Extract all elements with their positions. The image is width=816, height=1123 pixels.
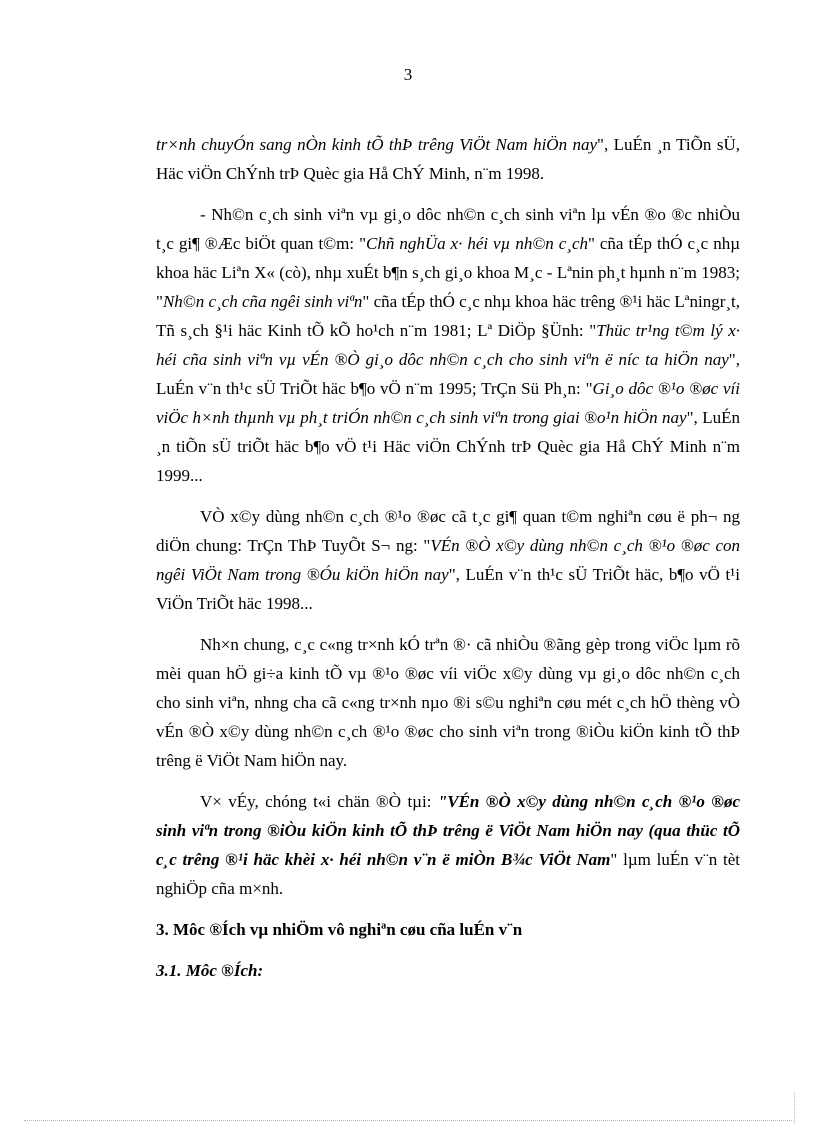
text-run: VÒ x©y dùng nh©n c¸ch ®¹o ®øc cã t¸c gi¶ quan t©m nghiªn cøu ë ph¬ ng diÖn chung: TrÇn ThÞ TuyÕt S¬ ng: " (156, 507, 740, 555)
italic-title: Nh©n c¸ch cña ngêi sinh viªn (162, 292, 363, 311)
italic-title: VÉn ®Ò x©y dùng nh©n c¸ch ®¹o ®øc con ngêi ViÖt Nam trong ®Óu kiÖn hiÖn nay (156, 536, 741, 584)
text-run: " lµm luÉn v¨n tèt nghiÖp cña m×nh. (156, 850, 740, 898)
italic-title: Thüc tr¹ng t©m lý x· héi cña sinh viªn vµ vÉn ®Ò gi¸o dôc nh©n c¸ch cho sinh viªn ë níc ta hiÖn nay (156, 321, 741, 369)
text-run: ", LuÉn v¨n th¹c sÜ TriÕt häc, b¶o vÖ t¹i ViÖn TriÕt häc 1998... (156, 565, 740, 613)
text-run: " cña tÉp thÓ c¸c nhµ khoa häc Liªn X« (cò), nhµ xuÉt b¶n s¸ch gi¸o khoa M¸c - Lªnin ph¸t hµnh n¨m 1983; " (156, 234, 740, 311)
bold-italic-topic-title: "VÉn ®Ò x©y dùng nh©n c¸ch ®¹o ®øc sinh viªn trong ®iÒu kiÖn kinh tÕ thÞ trêng ë ViÖt Nam hiÖn nay (qua thüc tÕ c¸c trêng ®¹i häc khèi x· héi nh©n v¨n ë miÒn B¾c ViÖt Nam (156, 792, 740, 869)
subsection-heading: 3.1. Môc ®Ích: (156, 961, 264, 980)
text-run: ", LuÉn ¸n tiÕn sÜ triÕt häc b¶o vÖ t¹i Häc viÖn ChÝnh trÞ Quèc gia Hå ChÝ Minh n¨m 1999... (156, 408, 740, 485)
paragraph-moral-personality (156, 502, 740, 618)
document-body (156, 130, 740, 997)
text-run: V× vÉy, chóng t«i chän ®Ò tµi: (200, 792, 438, 811)
page-corner-border (794, 1092, 795, 1123)
italic-title: Chñ nghÜa x· héi vµ nh©n c¸ch (366, 234, 588, 253)
italic-title: tr×nh chuyÓn sang nÒn kinh tÕ thÞ trêng ViÖt Nam hiÖn nay (156, 135, 598, 154)
section-heading: 3. Môc ®Ích vµ nhiÖm vô nghiªn cøu cña luÉn v¨n (156, 920, 523, 939)
text-run: ", LuÉn v¨n th¹c sÜ TriÕt häc b¶o vÖ n¨m 1995; TrÇn Sü Ph¸n: " (156, 350, 740, 398)
text-run: " cña tÉp thÓ c¸c nhµ khoa häc trêng ®¹i häc Lªningr¸t, Tñ s¸ch §¹i häc Kinh tÕ kÕ ho¹ch n¨m 1981; Lª DiÖp §Ünh: " (156, 292, 740, 340)
text-run: - Nh©n c¸ch sinh viªn vµ gi¸o dôc nh©n c¸ch sinh viªn lµ vÉn ®o ®c nhiÒu t¸c gi¶ ®Æc biÖt quan t©m: " (156, 205, 740, 253)
paragraph-personality-research (156, 200, 740, 490)
paragraph-topic-statement (156, 787, 740, 903)
italic-title: Gi¸o dôc ®¹o ®øc víi viÖc h×nh thµnh vµ ph¸t triÓn nh©n c¸ch sinh viªn trong giai ®o¹n hiÖn nay (156, 379, 740, 427)
paragraph-summary (156, 630, 740, 775)
paragraph-dissertation-citation (156, 130, 740, 188)
page-number: 3 (403, 65, 413, 84)
page-bottom-border (24, 1120, 792, 1121)
text-run: Nh×n chung, c¸c c«ng tr×nh kÓ trªn ®· cã nhiÒu ®ãng gèp trong viÖc lµm rõ mèi quan hÖ gi÷a kinh tÕ vµ ®¹o ®øc víi viÖc x©y dùng vµ gi¸o dôc nh©n c¸ch cho sinh viªn, nhng cha cã c«ng tr×nh nµo ®i s©u nghiªn cøu mét c¸ch hÖ thèng vÒ vÉn ®Ò x©y dùng nh©n c¸ch ®¹o ®øc cho sinh viªn trong ®iÒu kiÖn kinh tÕ thÞ trêng ë ViÖt Nam hiÖn nay. (156, 635, 740, 770)
text-run: ", LuÉn ¸n TiÕn sÜ, Häc viÖn ChÝnh trÞ Quèc gia Hå ChÝ Minh, n¨m 1998. (156, 135, 740, 183)
